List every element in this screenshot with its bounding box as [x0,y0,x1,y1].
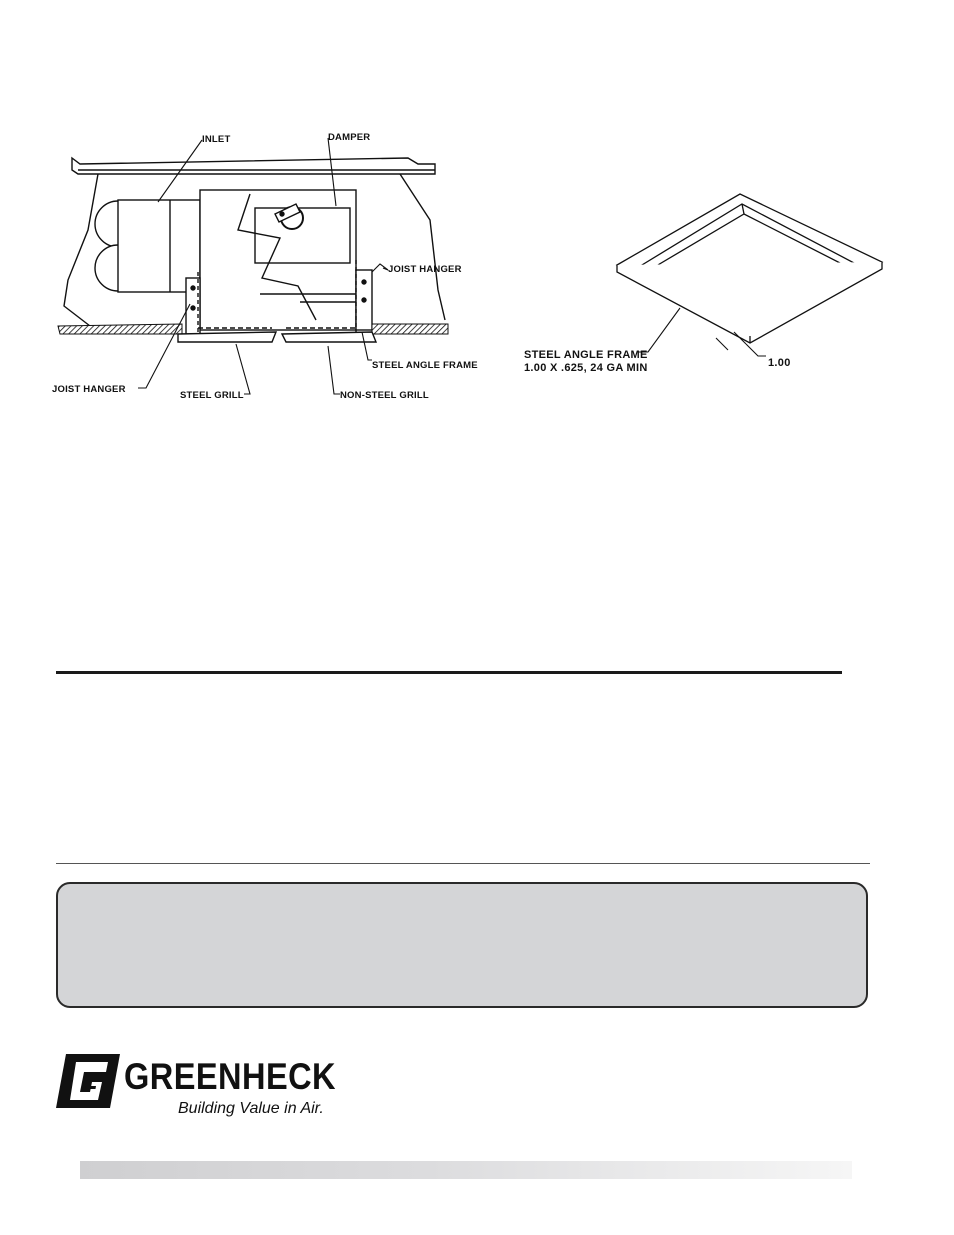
steel-angle-frame-spec: 1.00 X .625, 24 GA MIN [524,362,648,374]
joist-hanger-right-label: JOIST HANGER [388,264,462,275]
brand-tagline: Building Value in Air. [178,1100,324,1117]
steel-angle-frame-diagram [520,180,900,380]
note-box [56,882,868,1008]
steel-angle-frame-label: STEEL ANGLE FRAME [372,360,478,371]
inlet-label: INLET [202,134,231,145]
steel-angle-frame-title: STEEL ANGLE FRAME [524,349,648,361]
joist-hanger-left-label: JOIST HANGER [52,384,126,395]
footer-gradient-bar [80,1161,852,1179]
ceiling-damper-installation-diagram [50,120,490,410]
section-divider-thin [56,863,870,864]
greenheck-mark-icon [56,1052,120,1110]
steel-grill-label: STEEL GRILL [180,390,244,401]
damper-label: DAMPER [328,132,371,143]
greenheck-logo [56,1050,356,1130]
dimension-label: 1.00 [768,357,791,369]
brand-name: GREENHECK [124,1056,337,1097]
section-divider-thick [56,671,842,674]
non-steel-grill-label: NON-STEEL GRILL [340,390,429,401]
